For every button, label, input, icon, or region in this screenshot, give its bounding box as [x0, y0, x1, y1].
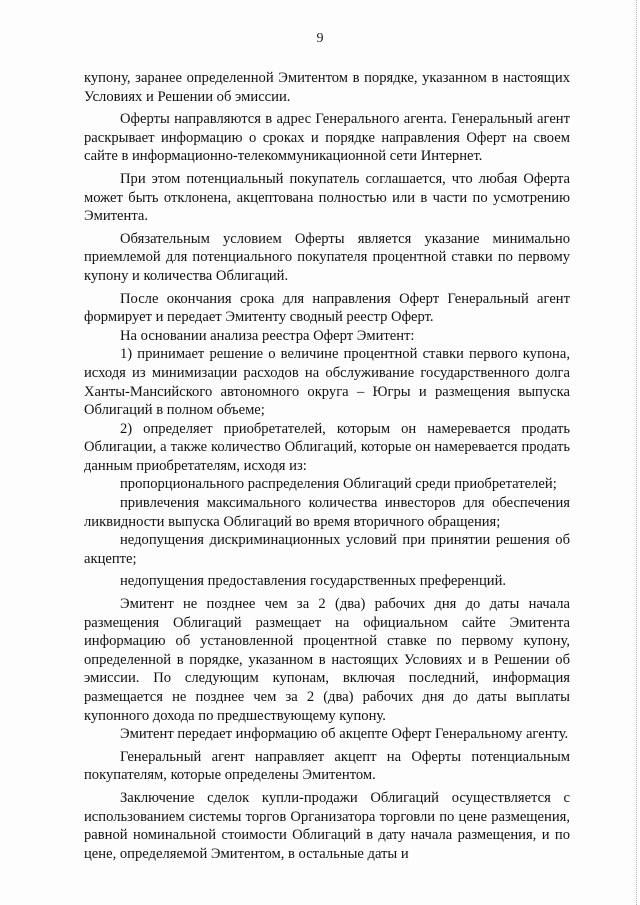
paragraph-analysis-intro: На основании анализа реестра Оферт Эмитент:: [120, 327, 415, 344]
paragraph-deals: Заключение сделок купли-продажи Облигаций осуществляется с использованием системы торгов Организатора торговли по цене размещения, равной номинальной стоимости Облигаций в дату начала размещения, и по цене, определяемой Эмитентом, в остальные даты и: [84, 789, 570, 862]
paragraph-mandatory-condition: Обязательным условием Оферты является указание минимально приемлемой для потенциального покупателя процентной ставки по первому купону и количества Облигаций.: [84, 230, 570, 284]
page-number: 9: [316, 31, 324, 46]
paragraph-offers-sent: Оферты направляются в адрес Генерального агента. Генеральный агент раскрывает информацию о сроках и порядке направления Оферт на своем сайте в информационно-телекоммуникационной сети Интернет.: [84, 111, 570, 165]
criterion-no-preferences: недопущения предоставления государственных преференций.: [120, 573, 507, 590]
list-item-buyers: 2) определяет приобретателей, которым он намеревается продать Облигации, а также количество Облигаций, которые он намеревается продать данным приобретателям, исходя из:: [84, 420, 570, 474]
list-item-rate-decision: 1) принимает решение о величине процентной ставки первого купона, исходя из минимизации расходов на обслуживание государственного долга Ханты-Мансийского автономного округа – Югры и размещения выпуска Облигаций в полном объеме;: [84, 346, 570, 419]
paragraph-acceptance-info: Эмитент передает информацию об акцепте Оферт Генеральному агенту.: [120, 726, 569, 743]
page-edge-line: [636, 0, 637, 905]
paragraph-continuation: купону, заранее определенной Эмитентом в порядке, указанном в настоящих Условиях и Решении об эмиссии.: [84, 70, 570, 105]
criterion-proportional: пропорционального распределения Облигаций среди приобретателей;: [120, 476, 557, 493]
document-body: [84, 69, 570, 863]
criterion-liquidity: привлечения максимального количества инвесторов для обеспечения ликвидности выпуска Облигаций во время вторичного обращения;: [84, 495, 570, 530]
criterion-non-discrimination: недопущения дискриминационных условий при принятии решения об акцепте;: [84, 532, 570, 567]
paragraph-rate-disclosure: Эмитент не позднее чем за 2 (два) рабочих дня до даты начала размещения Облигаций размещает на официальном сайте Эмитента информацию об установленной процентной ставке по первому купону, определенной в порядке, указанном в настоящих Условиях и в Решении об эмиссии. По следующим купонам, включая последний, информация размещается не позднее чем за 2 (два) рабочих дня до даты выплаты купонного дохода по предшествующему купону.: [84, 596, 570, 724]
paragraph-buyer-agrees: При этом потенциальный покупатель соглашается, что любая Оферта может быть отклонена, акцептована полностью или в части по усмотрению Эмитента.: [84, 170, 570, 225]
paragraph-agent-acceptance: Генеральный агент направляет акцепт на Оферты потенциальным покупателям, которые определены Эмитентом.: [84, 748, 570, 784]
paragraph-register-formed: После окончания срока для направления Оферт Генеральный агент формирует и передает Эмитенту сводный реестр Оферт.: [84, 290, 570, 326]
